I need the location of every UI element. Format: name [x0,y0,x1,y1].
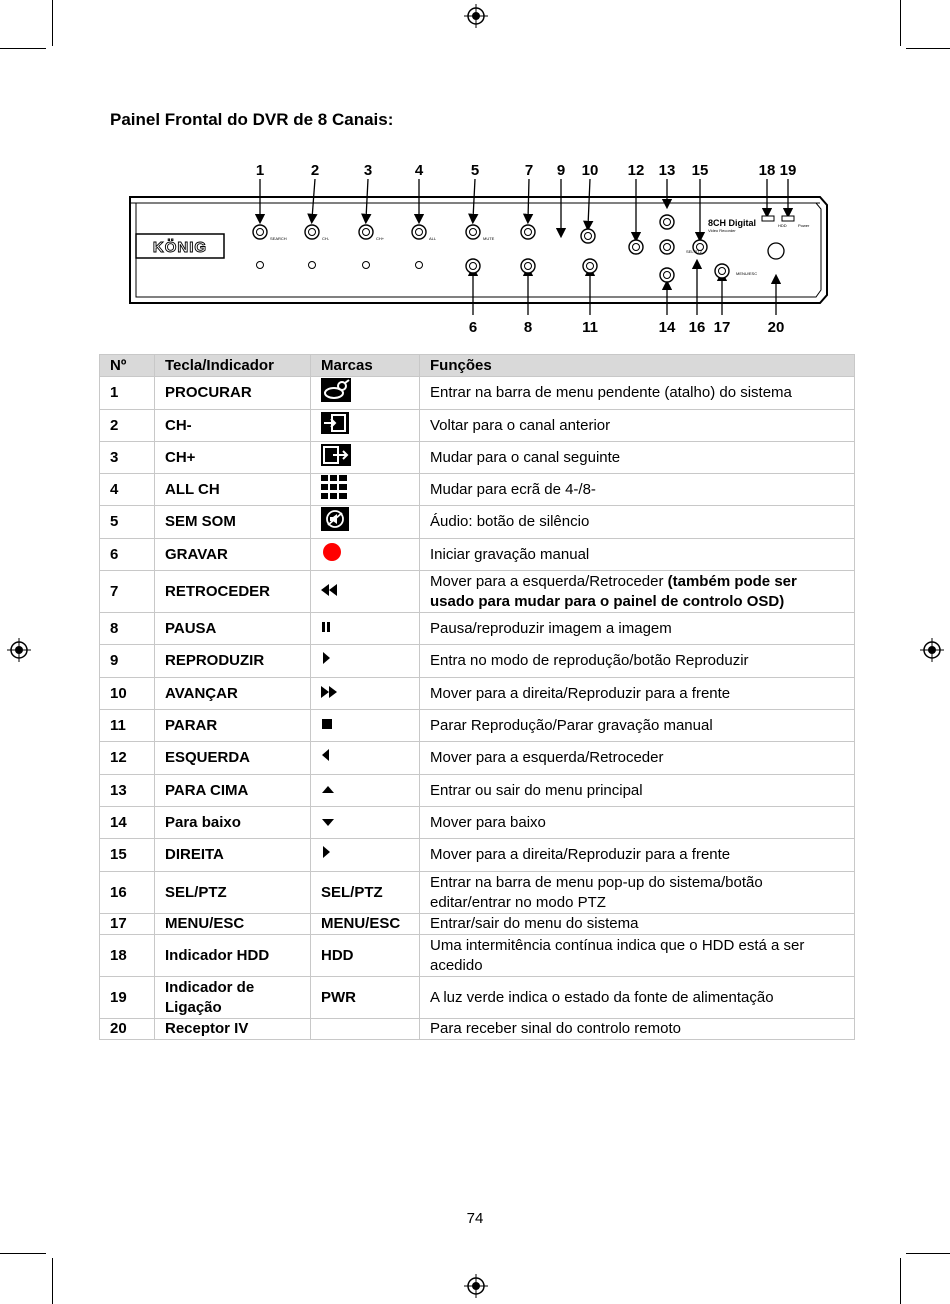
callout-number: 4 [414,162,424,179]
row-function [420,377,855,410]
row-function [420,807,855,839]
callout-number: 15 [691,162,709,179]
rewind-icon [321,582,337,602]
row-function-text: Entrar/sair do menu do sistema [430,915,639,932]
table-row [100,506,855,539]
callout-number: 12 [627,162,645,179]
row-key: Indicador de Ligação [155,977,311,1019]
callout-number: 1 [255,162,265,179]
row-number: 19 [100,977,155,1019]
table-row [100,442,855,474]
table-row [100,474,855,506]
channel-prev-icon [321,412,349,440]
row-key: Indicador HDD [155,935,311,977]
row-function-text: Parar Reprodução/Parar gravação manual [430,716,713,734]
callout-number: 5 [470,162,480,179]
row-key: RETROCEDER [155,571,311,613]
fast-forward-icon [321,684,337,704]
panel-led [363,262,370,269]
row-number: 13 [100,775,155,807]
callout-number: 11 [582,319,598,336]
table-row [100,839,855,872]
registration-mark-icon [464,1274,488,1298]
row-mark [311,1019,420,1040]
panel-button [583,259,597,273]
callout-number: 3 [363,162,373,179]
row-mark-text: SEL/PTZ [321,883,383,901]
row-number: 7 [100,571,155,613]
panel-button-label: MENU/ESC [736,271,758,276]
row-number: 6 [100,539,155,571]
row-mark [311,742,420,775]
crop-mark [0,1253,46,1254]
row-number: 10 [100,678,155,710]
row-number: 2 [100,410,155,442]
row-key: MENU/ESC [155,914,311,935]
row-function [420,872,855,914]
row-function-text: Áudio: botão de silêncio [430,513,590,530]
row-number: 5 [100,506,155,539]
panel-button [521,259,535,273]
row-number: 17 [100,914,155,935]
row-function-bold-text: (também pode ser usado para mudar para o painel de controlo OSD) [430,572,797,610]
table-row [100,645,855,678]
row-function [420,645,855,678]
panel-button [660,240,674,254]
row-function [420,710,855,742]
row-key: REPRODUZIR [155,645,311,678]
row-mark [311,935,420,977]
callout-number: 2 [310,162,320,179]
panel-button [581,229,595,243]
row-mark [311,914,420,935]
panel-button-label: HDD [778,223,787,228]
row-mark [311,442,420,474]
crop-mark [900,0,901,46]
row-number: 15 [100,839,155,872]
row-function [420,506,855,539]
row-function [420,775,855,807]
callout-number: 18 [758,162,776,179]
row-function [420,914,855,935]
row-number: 8 [100,613,155,645]
row-key: PARA CIMA [155,775,311,807]
mute-icon [321,507,349,537]
stop-icon [321,716,333,736]
registration-mark-icon [7,638,31,662]
panel-button-label: SEL PTZ [686,249,703,254]
table-row [100,935,855,977]
callout-number: 9 [556,162,566,179]
table-header-row [100,355,855,377]
row-function-text: Para receber sinal do controlo remoto [430,1020,681,1037]
dvr-front-panel-diagram [120,155,835,340]
panel-button [660,215,674,229]
brand-logo-text: KÖNIG [152,239,208,256]
row-number: 14 [100,807,155,839]
row-function-text: Mover para a esquerda/Retroceder [430,749,664,766]
row-number: 9 [100,645,155,678]
panel-button-label: Power [798,223,810,228]
callout-number: 8 [523,319,533,336]
callout-number: 7 [524,162,534,179]
panel-led [416,262,423,269]
row-function-text: Mover para a esquerda/Retroceder [430,572,668,590]
page-number: 74 [466,1210,484,1227]
table-row [100,977,855,1019]
ir-receiver [768,243,784,259]
row-mark [311,678,420,710]
panel-button [466,225,480,239]
row-mark [311,506,420,539]
callout-number: 19 [779,162,797,179]
row-mark-text: MENU/ESC [321,915,401,932]
row-function-text: Iniciar gravação manual [430,545,590,563]
table-row [100,377,855,410]
row-key: SEM SOM [155,506,311,539]
row-function-text: Mudar para o canal seguinte [430,448,621,466]
table-row [100,410,855,442]
row-mark [311,807,420,839]
table-row [100,807,855,839]
crop-mark [0,48,46,49]
panel-button [521,225,535,239]
panel-button [359,225,373,239]
row-mark [311,872,420,914]
row-function [420,742,855,775]
row-key: Para baixo [155,807,311,839]
panel-button-label: MUTE [483,236,495,241]
row-key: PROCURAR [155,377,311,410]
header-key: Tecla/Indicador [155,355,311,377]
callout-number: 17 [713,319,731,336]
row-number: 3 [100,442,155,474]
row-key: AVANÇAR [155,678,311,710]
table-row [100,613,855,645]
header-marks: Marcas [311,355,420,377]
row-key: ESQUERDA [155,742,311,775]
table-row [100,678,855,710]
header-no: Nº [100,355,155,377]
panel-button-label: SEARCH [270,236,287,241]
row-key: GRAVAR [155,539,311,571]
panel-button [715,264,729,278]
table-row [100,872,855,914]
panel-button [412,225,426,239]
table-row [100,914,855,935]
table-row [100,710,855,742]
power-indicator [782,216,794,221]
row-mark [311,410,420,442]
row-mark [311,613,420,645]
row-number: 18 [100,935,155,977]
row-mark [311,710,420,742]
row-function [420,442,855,474]
header-functions: Funções [420,355,855,377]
model-sub-label: Video Recorder [708,228,736,233]
row-key: SEL/PTZ [155,872,311,914]
channel-next-icon [321,444,351,472]
row-mark [311,474,420,506]
row-function-text: Mover para a direita/Reproduzir para a frente [430,684,731,702]
table-row [100,571,855,613]
up-arrow-icon [321,781,335,801]
panel-button-label: CH+ [376,236,385,241]
right-arrow-icon [321,845,331,865]
hdd-indicator [762,216,774,221]
row-key: Receptor IV [155,1019,311,1040]
row-number: 1 [100,377,155,410]
row-function [420,839,855,872]
pause-icon [321,619,331,639]
panel-led [257,262,264,269]
callout-number: 13 [658,162,676,179]
panel-button-label: CH- [322,236,330,241]
row-key: PARAR [155,710,311,742]
row-number: 11 [100,710,155,742]
row-number: 16 [100,872,155,914]
row-mark [311,775,420,807]
row-mark [311,539,420,571]
row-mark [311,977,420,1019]
callout-number: 10 [581,162,599,179]
row-key: CH- [155,410,311,442]
row-function-text: Voltar para o canal anterior [430,416,611,434]
row-function-text: Uma intermitência contínua indica que o HDD está a ser acedido [430,936,805,974]
panel-button [253,225,267,239]
panel-led [309,262,316,269]
row-mark-text: PWR [321,988,356,1006]
row-key: ALL CH [155,474,311,506]
row-function-text: Mover para baixo [430,813,546,831]
row-key: CH+ [155,442,311,474]
table-row [100,775,855,807]
table-row [100,539,855,571]
model-label: 8CH Digital [708,218,757,228]
row-key: PAUSA [155,613,311,645]
row-function [420,678,855,710]
crop-mark [906,48,950,49]
search-icon [321,378,351,408]
callout-number: 16 [688,319,706,336]
functions-table [99,354,855,1040]
row-function [420,410,855,442]
grid-icon [321,475,347,505]
panel-button [466,259,480,273]
row-function-text: Pausa/reproduzir imagem a imagem [430,619,672,637]
row-function [420,539,855,571]
callout-number: 20 [767,319,785,336]
panel-button [660,268,674,282]
row-function [420,935,855,977]
row-function [420,474,855,506]
callout-number: 14 [658,319,676,336]
crop-mark [900,1258,901,1304]
row-function-text: Entrar ou sair do menu principal [430,781,643,799]
row-function-text: Mover para a direita/Reproduzir para a frente [430,846,731,863]
table-row [100,742,855,775]
table-row [100,1019,855,1040]
row-mark [311,571,420,613]
row-mark [311,839,420,872]
down-arrow-icon [321,813,335,833]
crop-mark [52,0,53,46]
record-icon [321,541,343,569]
row-number: 4 [100,474,155,506]
page-title: Painel Frontal do DVR de 8 Canais: [110,110,394,129]
registration-mark-icon [464,4,488,28]
row-function [420,613,855,645]
row-function [420,977,855,1019]
callout-number: 6 [468,319,478,336]
left-arrow-icon [321,748,331,768]
row-function-text: A luz verde indica o estado da fonte de alimentação [430,988,774,1006]
play-icon [321,651,331,671]
row-mark [311,377,420,410]
panel-button-label: ALL [429,236,437,241]
row-function-text: Entra no modo de reprodução/botão Reproduzir [430,652,749,669]
row-mark [311,645,420,678]
row-function [420,1019,855,1040]
crop-mark [906,1253,950,1254]
row-function-text: Entrar na barra de menu pendente (atalho) do sistema [430,384,792,401]
row-function-text: Mudar para ecrã de 4-/8- [430,480,596,498]
row-function-text: Entrar na barra de menu pop-up do sistema/botão editar/entrar no modo PTZ [430,873,763,911]
panel-button [305,225,319,239]
row-function [420,571,855,613]
row-key: DIREITA [155,839,311,872]
panel-button [629,240,643,254]
row-number: 20 [100,1019,155,1040]
row-mark-text: HDD [321,946,354,964]
row-number: 12 [100,742,155,775]
crop-mark [52,1258,53,1304]
registration-mark-icon [920,638,944,662]
